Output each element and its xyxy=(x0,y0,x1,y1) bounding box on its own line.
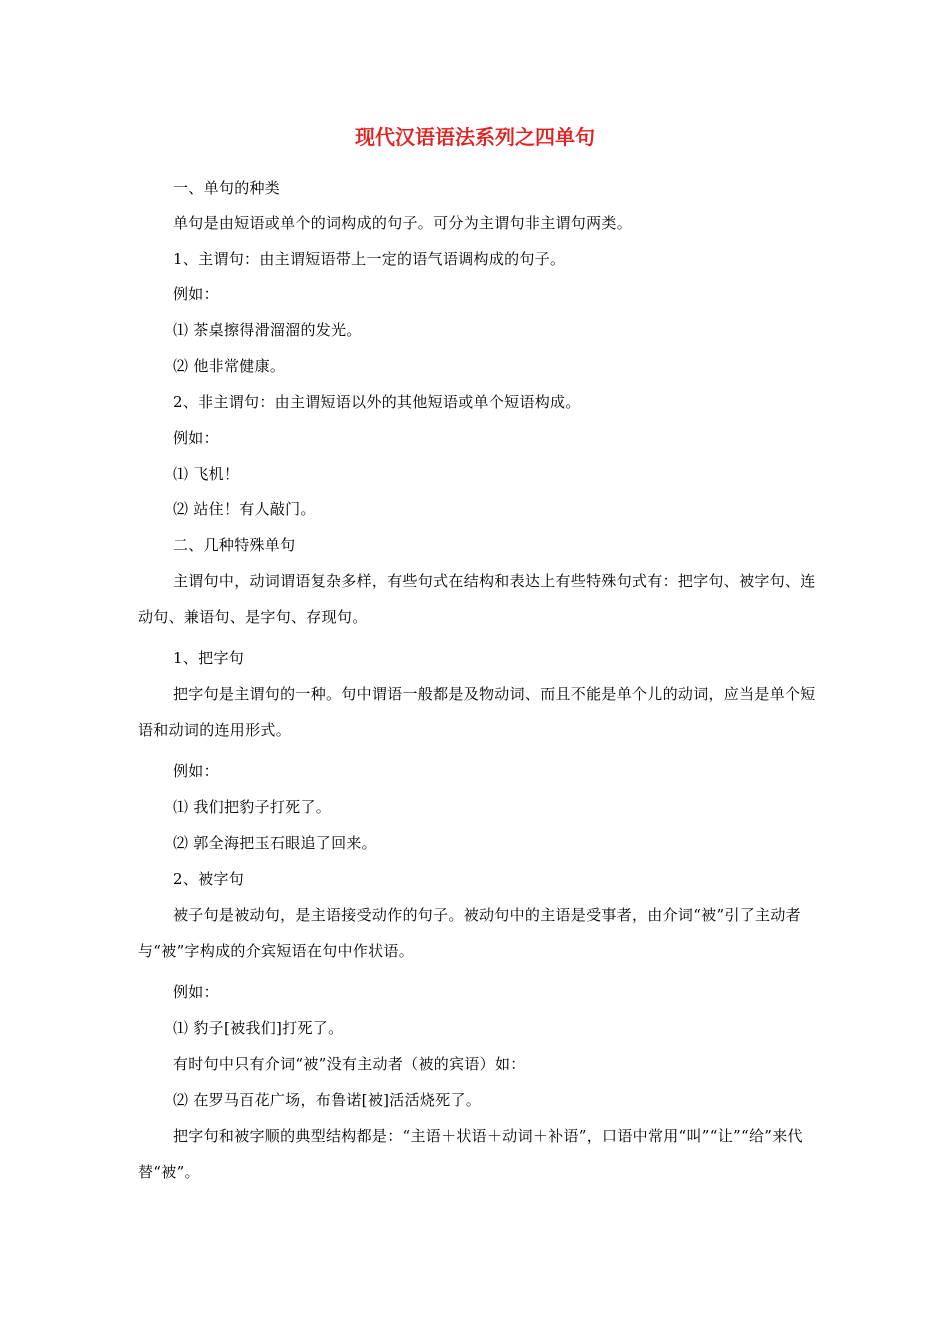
subheading-ba-sentence: 1、把字句 xyxy=(173,649,245,667)
section-heading-special-sentences: 二、几种特殊单句 xyxy=(173,536,296,554)
example-item: ⑵ 他非常健康。 xyxy=(173,357,286,375)
page-title: 现代汉语语法系列之四单句 xyxy=(355,125,595,149)
paragraph: 把字句是主谓句的一种。句中谓语一般都是及物动词、而且不能是单个儿的动词，应当是单个短语和动词的连用形式。 xyxy=(138,685,816,739)
subheading-subject-predicate: 1、主谓句：由主谓短语带上一定的语气语调构成的句子。 xyxy=(173,250,566,268)
example-item: ⑴ 飞机！ xyxy=(173,465,240,483)
example-item: ⑵ 站住！有人敲门。 xyxy=(173,500,316,518)
example-label: 例如： xyxy=(173,762,219,780)
example-item: ⑴ 茶桌擦得滑溜溜的发光。 xyxy=(173,321,362,339)
paragraph: 有时句中只有介词“被”没有主动者（被的宾语）如： xyxy=(173,1055,526,1073)
paragraph: 把字句和被字顺的典型结构都是：“主语＋状语＋动词＋补语”，口语中常用“叫”“让”“给”来代替“被”。 xyxy=(138,1127,803,1181)
example-label: 例如： xyxy=(173,983,219,1001)
subheading-bei-sentence: 2、被字句 xyxy=(173,870,245,888)
example-label: 例如： xyxy=(173,285,219,303)
paragraph: 被子句是被动句，是主语接受动作的句子。被动句中的主语是受事者，由介词“被”引了主动者与“被”字构成的介宾短语在句中作状语。 xyxy=(138,906,801,960)
subheading-non-subject-predicate: 2、非主谓句：由主谓短语以外的其他短语或单个短语构成。 xyxy=(173,393,581,411)
example-item: ⑵ 在罗马百花广场，布鲁诺[被]活活烧死了。 xyxy=(173,1091,482,1109)
example-label: 例如： xyxy=(173,429,219,447)
example-item: ⑴ 我们把豹子打死了。 xyxy=(173,798,332,816)
example-item: ⑴ 豹子[被我们]打死了。 xyxy=(173,1019,344,1037)
section-heading-sentence-types: 一、单句的种类 xyxy=(173,179,281,197)
paragraph: 单句是由短语或单个的词构成的句子。可分为主谓句非主谓句两类。 xyxy=(173,214,633,232)
example-item: ⑵ 郭全海把玉石眼追了回来。 xyxy=(173,834,377,852)
paragraph: 主谓句中，动词谓语复杂多样，有些句式在结构和表达上有些特殊句式有：把字句、被字句、连动句、兼语句、是字句、存现句。 xyxy=(138,572,816,626)
